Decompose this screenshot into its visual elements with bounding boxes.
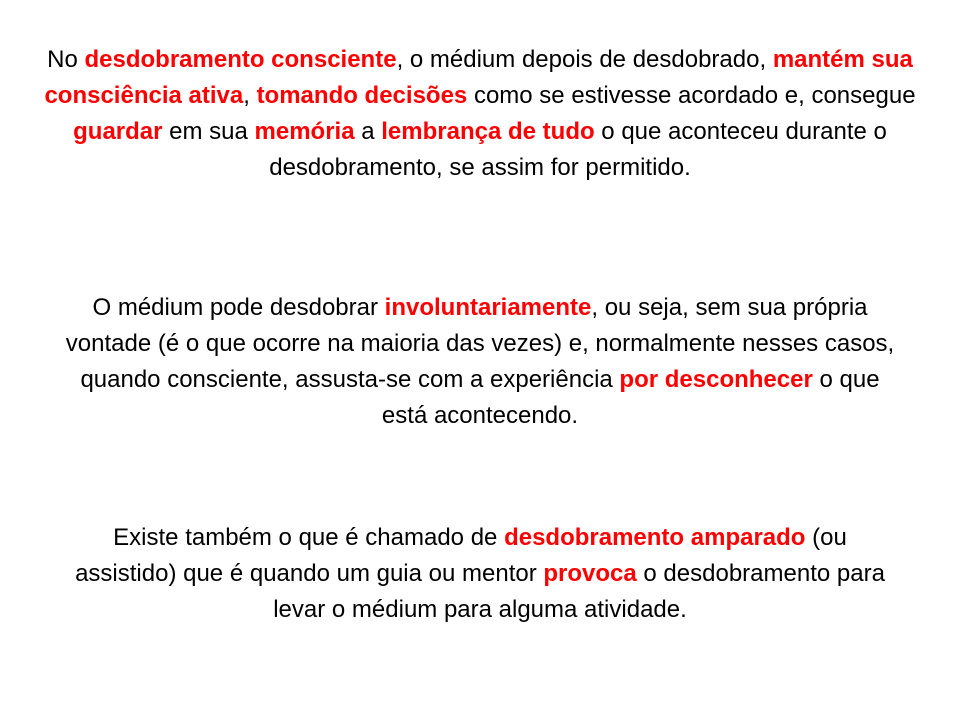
text-segment: , ou seja, sem sua própria vontade (é o que ocorre na maioria das vezes) e, normalmente nesses casos, quando consciente, assusta-se com a experiência — [65, 294, 895, 393]
highlight-segment: lembrança de tudo — [381, 118, 595, 145]
text-segment: como se estivesse acordado e, consegue — [467, 82, 916, 109]
text-segment: Existe também o que é chamado de — [113, 524, 505, 551]
text-segment: a — [354, 118, 382, 145]
text-segment: , o médium depois de desdobrado, — [396, 46, 773, 73]
text-segment: em sua — [162, 118, 255, 145]
highlight-segment: involuntariamente — [384, 294, 592, 321]
highlight-segment: por desconhecer — [619, 366, 813, 393]
paragraph-assisted-unfolding — [60, 520, 900, 628]
text-segment: o desdobramento para levar o médium para alguma atividade. — [273, 560, 885, 623]
paragraph-involuntary-unfolding — [60, 290, 900, 434]
paragraph-conscious-unfolding — [35, 42, 925, 186]
text-segment: o que está acontecendo. — [381, 366, 880, 429]
text-segment: o que aconteceu durante o desdobramento, se assim for permitido. — [269, 118, 887, 181]
text-segment: (ou assistido) que é quando um guia ou mentor — [75, 524, 847, 587]
text-segment: No — [47, 46, 85, 73]
highlight-segment: mantém sua consciência ativa — [44, 46, 913, 109]
highlight-segment: guardar — [73, 118, 163, 145]
highlight-segment: desdobramento consciente — [84, 46, 397, 73]
text-segment: O médium pode desdobrar — [92, 294, 385, 321]
highlight-segment: tomando decisões — [256, 82, 468, 109]
highlight-segment: desdobramento amparado — [504, 524, 806, 551]
highlight-segment: memória — [254, 118, 355, 145]
text-segment: , — [243, 82, 257, 109]
highlight-segment: provoca — [543, 560, 637, 587]
